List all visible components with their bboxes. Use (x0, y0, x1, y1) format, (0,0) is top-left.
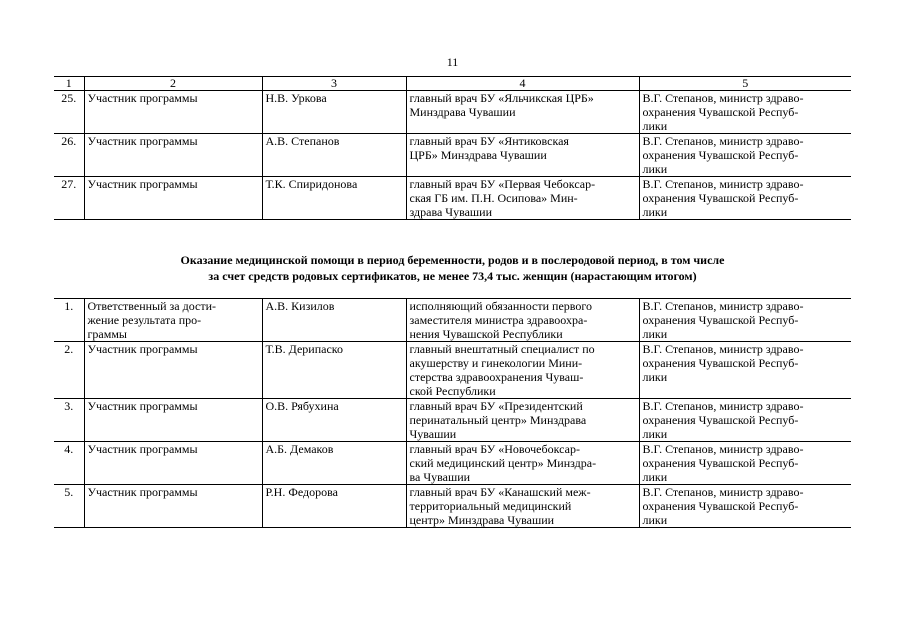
position-cell-line: нения Чувашской Республики (409, 327, 563, 341)
signatory-cell (639, 299, 851, 342)
signatory-cell (639, 177, 851, 220)
role-cell (84, 342, 262, 399)
signatory-cell-line: В.Г. Степанов, министр здраво- (642, 91, 804, 105)
position-cell-line: ская ГБ им. П.Н. Осипова» Мин- (409, 191, 578, 205)
row-number: 1. (64, 299, 74, 313)
signatory-cell (639, 342, 851, 399)
signatory-cell-line: лики (642, 513, 668, 527)
name-cell: А.Б. Демаков (262, 442, 406, 485)
signatory-cell-line: лики (642, 119, 668, 133)
role-cell (84, 485, 262, 528)
signatory-cell-line: охранения Чувашской Респуб- (642, 191, 799, 205)
row-number: 3. (64, 399, 74, 413)
row-number: 27. (61, 177, 77, 191)
position-cell (406, 299, 639, 342)
position-cell (406, 91, 639, 134)
role-cell-line: Участник программы (87, 399, 198, 413)
signatory-cell-line: охранения Чувашской Респуб- (642, 105, 799, 119)
section-heading (54, 252, 851, 284)
section-heading-line: за счет средств родовых сертификатов, не менее 73,4 тыс. женщин (нарастающим итогом) (208, 269, 697, 283)
table-row (54, 399, 851, 442)
signatory-cell-line: лики (642, 205, 668, 219)
position-cell-line: здрава Чувашии (409, 205, 493, 219)
signatory-cell-line: В.Г. Степанов, министр здраво- (642, 134, 804, 148)
name-cell: Т.В. Дерипаско (262, 342, 406, 399)
signatory-cell-line: лики (642, 427, 668, 441)
role-cell-line: Участник программы (87, 442, 198, 456)
position-cell-line: главный врач БУ «Яльчикская ЦРБ» (409, 91, 594, 105)
signatory-cell-line: В.Г. Степанов, министр здраво- (642, 442, 804, 456)
position-cell-line: перинатальный центр» Минздрава (409, 413, 587, 427)
position-cell-line: ский медицинский центр» Минздра- (409, 456, 597, 470)
name-cell: А.В. Кизилов (262, 299, 406, 342)
position-cell-line: ва Чувашии (409, 470, 471, 484)
name-cell: Р.Н. Федорова (262, 485, 406, 528)
position-cell-line: главный врач БУ «Первая Чебоксар- (409, 177, 596, 191)
page-number: 11 (446, 55, 459, 69)
name-cell: А.В. Степанов (262, 134, 406, 177)
column-header: 5 (639, 77, 851, 91)
column-header: 2 (84, 77, 262, 91)
position-cell-line: центр» Минздрава Чувашии (409, 513, 555, 527)
signatory-cell-line: охранения Чувашской Респуб- (642, 499, 799, 513)
role-cell (84, 442, 262, 485)
position-cell-line: главный врач БУ «Новочебоксар- (409, 442, 580, 456)
section-heading-line: Оказание медицинской помощи в период беременности, родов и в послеродовой период, в том числе (180, 253, 725, 267)
signatory-cell-line: охранения Чувашской Респуб- (642, 413, 799, 427)
signatory-cell-line: лики (642, 370, 668, 384)
row-number: 26. (61, 134, 77, 148)
signatory-cell-line: В.Г. Степанов, министр здраво- (642, 342, 804, 356)
signatory-cell-line: охранения Чувашской Респуб- (642, 148, 799, 162)
signatory-cell-line: лики (642, 470, 668, 484)
position-cell (406, 485, 639, 528)
position-cell-line: главный внештатный специалист по (409, 342, 595, 356)
role-cell: Участник программы (84, 91, 262, 134)
signatory-cell-line: лики (642, 162, 668, 176)
signatory-cell (639, 485, 851, 528)
role-cell: Участник программы (84, 177, 262, 220)
table-bottom (54, 298, 851, 528)
position-cell-line: главный врач БУ «Канашский меж- (409, 485, 591, 499)
role-cell-line: граммы (87, 327, 127, 341)
position-cell-line: акушерству и гинекологии Мини- (409, 356, 583, 370)
signatory-cell-line: В.Г. Степанов, министр здраво- (642, 485, 804, 499)
table-row (54, 442, 851, 485)
column-header: 1 (65, 76, 72, 90)
role-cell-line: жение результата про- (87, 313, 202, 327)
position-cell-line: исполняющий обязанности первого (409, 299, 592, 313)
position-cell-line: территориальный медицинский (409, 499, 572, 513)
position-cell-line: ской Республики (409, 384, 496, 398)
table-row (54, 485, 851, 528)
signatory-cell (639, 134, 851, 177)
name-cell: Т.К. Спиридонова (262, 177, 406, 220)
position-cell-line: Минздрава Чувашии (409, 105, 516, 119)
position-cell-line: заместителя министра здравоохра- (409, 313, 588, 327)
position-cell (406, 442, 639, 485)
name-cell: Н.В. Уркова (262, 91, 406, 134)
table-row (54, 342, 851, 399)
position-cell-line: ЦРБ» Минздрава Чувашии (409, 148, 547, 162)
role-cell (84, 299, 262, 342)
table-row (54, 177, 851, 220)
position-cell-line: главный врач БУ «Президентский (409, 399, 583, 413)
role-cell: Участник программы (84, 134, 262, 177)
position-cell-line: стерства здравоохранения Чуваш- (409, 370, 584, 384)
table-row (54, 91, 851, 134)
position-cell-line: Чувашии (409, 427, 457, 441)
signatory-cell (639, 442, 851, 485)
signatory-cell-line: охранения Чувашской Респуб- (642, 356, 799, 370)
table-row (54, 299, 851, 342)
table-header-row (54, 77, 851, 91)
role-cell-line: Участник программы (87, 485, 198, 499)
row-number: 2. (64, 342, 74, 356)
row-number: 5. (64, 485, 74, 499)
column-header: 3 (262, 77, 406, 91)
name-cell: О.В. Рябухина (262, 399, 406, 442)
column-header: 4 (406, 77, 639, 91)
role-cell-line: Участник программы (87, 342, 198, 356)
row-number: 25. (61, 91, 77, 105)
signatory-cell (639, 91, 851, 134)
signatory-cell-line: охранения Чувашской Респуб- (642, 313, 799, 327)
signatory-cell-line: охранения Чувашской Респуб- (642, 456, 799, 470)
signatory-cell (639, 399, 851, 442)
role-cell (84, 399, 262, 442)
position-cell-line: главный врач БУ «Янтиковская (409, 134, 569, 148)
signatory-cell-line: лики (642, 327, 668, 341)
table-row (54, 134, 851, 177)
row-number: 4. (64, 442, 74, 456)
position-cell (406, 177, 639, 220)
role-cell-line: Ответственный за дости- (87, 299, 217, 313)
table-top (54, 76, 851, 220)
signatory-cell-line: В.Г. Степанов, министр здраво- (642, 299, 804, 313)
signatory-cell-line: В.Г. Степанов, министр здраво- (642, 177, 804, 191)
signatory-cell-line: В.Г. Степанов, министр здраво- (642, 399, 804, 413)
position-cell (406, 399, 639, 442)
position-cell (406, 342, 639, 399)
position-cell (406, 134, 639, 177)
